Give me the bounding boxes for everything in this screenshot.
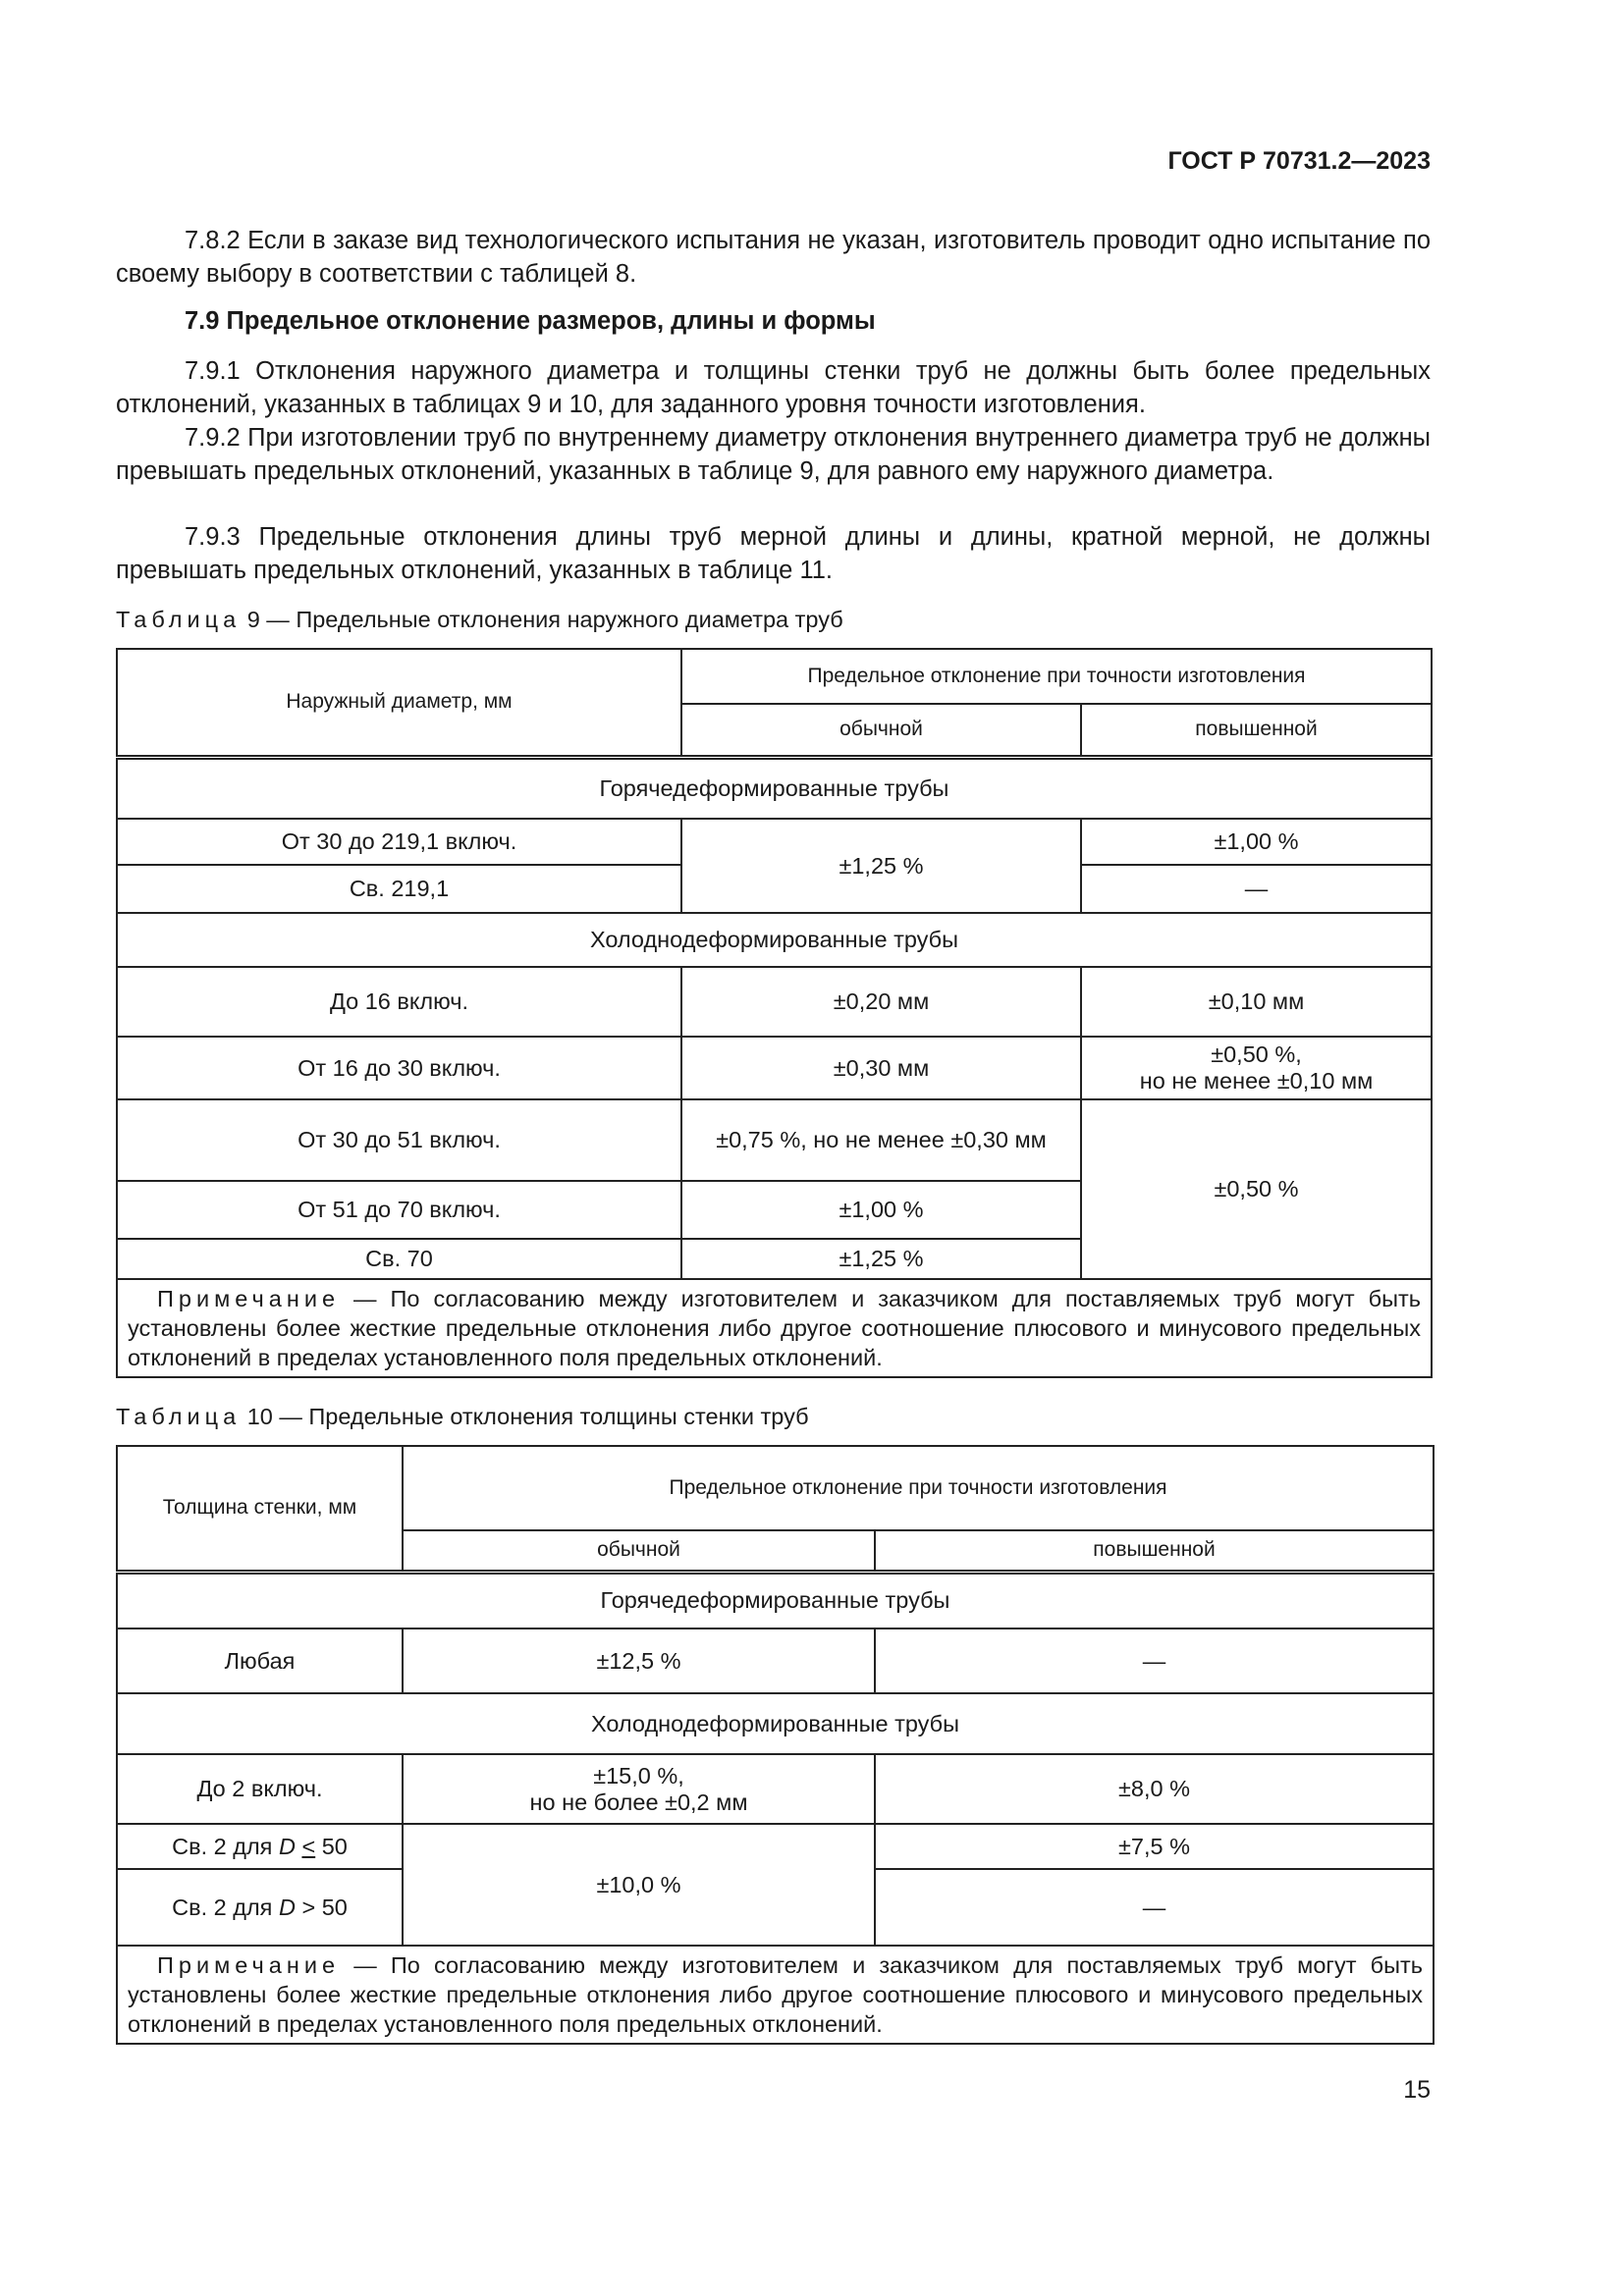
cell-text: Св. 2 для: [172, 1894, 279, 1920]
table-cell: ±12,5 %: [403, 1629, 875, 1693]
table-cell: От 16 до 30 включ.: [117, 1037, 681, 1099]
table-10: [116, 1445, 1435, 2045]
table-cell: ±10,0 %: [403, 1824, 875, 1946]
table-cell: От 51 до 70 включ.: [117, 1181, 681, 1239]
table-cell: [117, 1869, 403, 1946]
section-row-hot: Горячедеформированные трубы: [117, 1572, 1434, 1629]
table-9-caption: [116, 607, 843, 633]
col-header-group: Предельное отклонение при точности изготовления: [403, 1446, 1434, 1530]
note-word: Примечание: [157, 1286, 341, 1311]
table-cell: От 30 до 51 включ.: [117, 1099, 681, 1181]
section-row-cold: Холоднодеформированные трубы: [117, 1693, 1434, 1754]
col-header-high: повышенной: [875, 1530, 1434, 1572]
table-cell: ±7,5 %: [875, 1824, 1434, 1869]
cell-operator: <: [301, 1833, 316, 1859]
table-cell: [117, 1824, 403, 1869]
paragraph-text: 7.9.1 Отклонения наружного диаметра и толщины стенки труб не должны быть более предельных отклонений, указанных в таблицах 9 и 10, для заданного уровня точности изготовления.: [116, 357, 1431, 418]
table-cell: Св. 219,1: [117, 865, 681, 913]
doc-header: ГОСТ Р 70731.2—2023: [1167, 147, 1431, 175]
col-header-group: Предельное отклонение при точности изготовления: [681, 649, 1432, 704]
col-header-diameter: Наружный диаметр, мм: [117, 649, 681, 757]
note-word: Примечание: [157, 1952, 341, 1978]
table-cell: Любая: [117, 1629, 403, 1693]
table-cell: ±0,30 мм: [681, 1037, 1081, 1099]
table-cell: От 30 до 219,1 включ.: [117, 819, 681, 865]
table-cell: ±1,00 %: [1081, 819, 1432, 865]
table-cell: До 2 включ.: [117, 1754, 403, 1824]
heading-text: 7.9 Предельное отклонение размеров, длины и формы: [185, 307, 876, 335]
table-9: [116, 648, 1433, 1378]
table-9-note: [117, 1279, 1432, 1377]
cell-text: Св. 2 для: [172, 1833, 279, 1859]
table-cell: До 16 включ.: [117, 967, 681, 1037]
col-header-normal: обычной: [681, 704, 1081, 757]
caption-text: 9 — Предельные отклонения наружного диаметра труб: [246, 607, 843, 632]
table-10-caption: [116, 1404, 809, 1430]
table-cell: ±1,25 %: [681, 1239, 1081, 1279]
paragraph-7-8-2: [116, 224, 1431, 291]
caption-word: Таблица: [116, 1404, 242, 1429]
section-row-hot: Горячедеформированные трубы: [117, 757, 1432, 819]
note-text: — По согласованию между изготовителем и заказчиком для поставляемых труб могут быть установлены более жесткие предельные отклонения либо другое соотношение плюсового и минусового предельных отклонений в пределах установленного поля предельных отклонений.: [128, 1952, 1424, 2037]
table-10-note: [117, 1946, 1434, 2044]
cell-variable: D: [278, 1894, 296, 1920]
paragraph-7-9-3: [116, 520, 1431, 587]
table-cell: —: [1081, 865, 1432, 913]
table-cell: ±0,75 %, но не менее ±0,30 мм: [681, 1099, 1081, 1181]
table-cell: Св. 70: [117, 1239, 681, 1279]
caption-word: Таблица: [116, 607, 242, 632]
table-cell: [1081, 1037, 1432, 1099]
caption-text: 10 — Предельные отклонения толщины стенки труб: [246, 1404, 809, 1429]
cell-line: но не более ±0,2 мм: [529, 1789, 748, 1815]
page-number: 15: [1403, 2076, 1431, 2104]
col-header-high: повышенной: [1081, 704, 1432, 757]
cell-line: ±0,50 %,: [1211, 1041, 1302, 1067]
table-cell: ±1,00 %: [681, 1181, 1081, 1239]
cell-text: 50: [315, 1833, 348, 1859]
table-cell: ±0,10 мм: [1081, 967, 1432, 1037]
table-cell: ±1,25 %: [681, 819, 1081, 913]
paragraph-7-9-1: [116, 354, 1431, 421]
table-cell: [403, 1754, 875, 1824]
table-cell: ±0,20 мм: [681, 967, 1081, 1037]
cell-line: ±15,0 %,: [593, 1762, 684, 1789]
paragraph-text: 7.8.2 Если в заказе вид технологического испытания не указан, изготовитель проводит одно испытание по своему выбору в соответствии с таблицей 8.: [116, 227, 1431, 288]
col-header-normal: обычной: [403, 1530, 875, 1572]
table-cell: ±8,0 %: [875, 1754, 1434, 1824]
cell-variable: D: [278, 1833, 296, 1859]
note-text: — По согласованию между изготовителем и заказчиком для поставляемых труб могут быть установлены более жесткие предельные отклонения либо другое соотношение плюсового и минусового предельных отклонений в пределах установленного поля предельных отклонений.: [128, 1286, 1422, 1370]
table-cell: —: [875, 1869, 1434, 1946]
section-heading-7-9: [116, 304, 1431, 338]
table-cell: ±0,50 %: [1081, 1099, 1432, 1279]
paragraph-text: 7.9.3 Предельные отклонения длины труб мерной длины и длины, кратной мерной, не должны превышать предельных отклонений, указанных в таблице 11.: [116, 523, 1431, 584]
paragraph-text: 7.9.2 При изготовлении труб по внутреннему диаметру отклонения внутреннего диаметра труб не должны превышать предельных отклонений, указанных в таблице 9, для равного ему наружного диаметра.: [116, 424, 1431, 485]
cell-line: но не менее ±0,10 мм: [1139, 1068, 1374, 1094]
col-header-thickness: Толщина стенки, мм: [117, 1446, 403, 1572]
section-row-cold: Холоднодеформированные трубы: [117, 913, 1432, 967]
paragraph-7-9-2: [116, 421, 1431, 488]
table-cell: —: [875, 1629, 1434, 1693]
cell-text: > 50: [295, 1894, 348, 1920]
